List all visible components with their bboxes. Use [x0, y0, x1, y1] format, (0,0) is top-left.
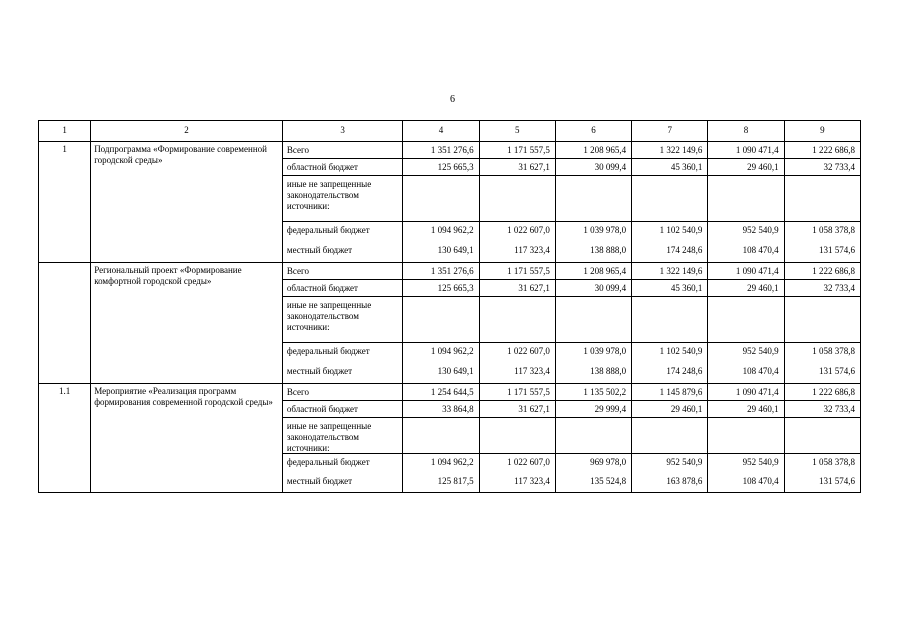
budget-table: [38, 120, 861, 493]
source-label: областной бюджет: [283, 280, 402, 297]
amount-cell: 952 540,9: [742, 457, 779, 467]
source-label: областной бюджет: [283, 159, 402, 176]
amount-cell: 117 323,4: [514, 476, 550, 486]
block-row: [39, 263, 861, 384]
amount-cell: 31 627,1: [480, 280, 555, 297]
header-cell: 2: [91, 121, 283, 142]
amount-cell: 138 888,0: [590, 245, 627, 255]
year-column: [479, 142, 555, 263]
amount-cell: 108 470,4: [742, 476, 779, 486]
amount-cell: 45 360,1: [632, 280, 707, 297]
amount-cell: 131 574,6: [819, 245, 855, 255]
amount-cell: 31 627,1: [480, 159, 555, 176]
amount-cell: 32 733,4: [785, 280, 860, 297]
year-column: [632, 384, 708, 493]
year-column: [784, 263, 860, 384]
amount-cell: [785, 297, 860, 343]
amount-cell: 1 208 965,4: [556, 263, 631, 280]
header-cell: 3: [282, 121, 402, 142]
amount-cell: 163 878,6: [666, 476, 703, 486]
amount-cell: 952 540,9: [742, 346, 779, 356]
amount-cell: 1 058 378,8: [812, 346, 855, 356]
amount-cell: 29 999,4: [556, 401, 631, 418]
amount-cell: 130 649,1: [437, 366, 474, 376]
amount-cell: 45 360,1: [632, 159, 707, 176]
amount-cell: 952 540,9: [666, 457, 703, 467]
amount-cell: 31 627,1: [480, 401, 555, 418]
amount-cell: [403, 176, 478, 222]
amount-cell: 174 248,6: [666, 245, 703, 255]
item-code: 1: [39, 142, 91, 263]
year-column: [784, 384, 860, 493]
source-label: иные не запрещенные законодательством источники:: [283, 418, 402, 454]
amount-cell: [632, 297, 707, 343]
amount-cell: 29 460,1: [708, 280, 783, 297]
amount-cell: 1 171 557,5: [480, 142, 555, 159]
source-label: федеральный бюджет: [286, 225, 370, 235]
amount-cell: 1 090 471,4: [708, 384, 783, 401]
amount-cell: 29 460,1: [708, 401, 783, 418]
item-name: Региональный проект «Формирование комфортной городской среды»: [91, 263, 283, 384]
amount-cell: 135 524,8: [590, 476, 627, 486]
year-column: [403, 263, 479, 384]
year-column: [555, 263, 631, 384]
amount-cell: [632, 418, 707, 454]
amount-cell: 32 733,4: [785, 159, 860, 176]
header-cell: 1: [39, 121, 91, 142]
amount-cell: 1 322 149,6: [632, 263, 707, 280]
amount-cell: 29 460,1: [708, 159, 783, 176]
amount-cell: 1 094 962,2: [430, 457, 474, 467]
amount-cell: [480, 297, 555, 343]
amount-cell: 1 022 607,0: [507, 346, 550, 356]
amount-cell: [403, 297, 478, 343]
amount-cell: [403, 418, 478, 454]
page-number: 6: [450, 94, 455, 105]
amount-cell: [556, 418, 631, 454]
amount-cell: [556, 176, 631, 222]
header-cell: 4: [403, 121, 479, 142]
year-column: [479, 263, 555, 384]
amount-cell: 33 864,8: [403, 401, 478, 418]
amount-cell: 130 649,1: [437, 245, 474, 255]
block-row: [39, 142, 861, 263]
amount-cell: 131 574,6: [819, 366, 855, 376]
source-label: федеральный бюджет: [286, 346, 370, 356]
source-label: областной бюджет: [283, 401, 402, 418]
amount-cell: [480, 418, 555, 454]
amount-cell: 1 022 607,0: [507, 457, 550, 467]
amount-cell: 117 323,4: [514, 366, 550, 376]
header-cell: 9: [784, 121, 860, 142]
amount-cell: 1 351 276,6: [403, 142, 478, 159]
amount-cell: 1 102 540,9: [659, 346, 703, 356]
year-column: [784, 142, 860, 263]
amount-cell: 1 222 686,8: [785, 263, 860, 280]
amount-cell: 108 470,4: [742, 366, 779, 376]
amount-cell: 1 039 978,0: [583, 346, 627, 356]
header-cell: 8: [708, 121, 784, 142]
amount-cell: 125 665,3: [403, 159, 478, 176]
amount-cell: 1 094 962,2: [430, 225, 474, 235]
amount-cell: [708, 297, 783, 343]
amount-cell: 1 145 879,6: [632, 384, 707, 401]
year-column: [708, 142, 784, 263]
amount-cell: 32 733,4: [785, 401, 860, 418]
item-name: Мероприятие «Реализация программ формирования современной городской среды»: [91, 384, 283, 493]
item-name: Подпрограмма «Формирование современной городской среды»: [91, 142, 283, 263]
year-column: [479, 384, 555, 493]
year-column: [632, 142, 708, 263]
source-label: Всего: [283, 384, 402, 401]
amount-cell: [632, 176, 707, 222]
source-label: федеральный бюджет: [286, 457, 370, 467]
amount-cell: [556, 297, 631, 343]
year-column: [403, 384, 479, 493]
amount-cell: 1 090 471,4: [708, 142, 783, 159]
amount-cell: [708, 176, 783, 222]
amount-cell: 1 254 644,5: [403, 384, 478, 401]
amount-cell: 1 090 471,4: [708, 263, 783, 280]
amount-cell: 138 888,0: [590, 366, 627, 376]
source-labels: [282, 142, 402, 263]
year-column: [708, 384, 784, 493]
amount-cell: 1 058 378,8: [812, 225, 855, 235]
amount-cell: 125 817,5: [437, 476, 474, 486]
amount-cell: 1 022 607,0: [507, 225, 550, 235]
amount-cell: 131 574,6: [819, 476, 855, 486]
amount-cell: 969 978,0: [590, 457, 627, 467]
header-cell: 6: [555, 121, 631, 142]
item-code: [39, 263, 91, 384]
source-label: иные не запрещенные законодательством источники:: [283, 297, 402, 343]
amount-cell: [785, 418, 860, 454]
header-cell: 7: [632, 121, 708, 142]
amount-cell: 1 208 965,4: [556, 142, 631, 159]
amount-cell: [708, 418, 783, 454]
amount-cell: 1 058 378,8: [812, 457, 855, 467]
amount-cell: 1 322 149,6: [632, 142, 707, 159]
amount-cell: 1 222 686,8: [785, 142, 860, 159]
amount-cell: 1 171 557,5: [480, 384, 555, 401]
source-label: Всего: [283, 142, 402, 159]
source-label: местный бюджет: [286, 476, 353, 486]
amount-cell: 30 099,4: [556, 280, 631, 297]
block-row: [39, 384, 861, 493]
amount-cell: 108 470,4: [742, 245, 779, 255]
year-column: [708, 263, 784, 384]
item-code: 1.1: [39, 384, 91, 493]
header-cell: 5: [479, 121, 555, 142]
source-labels: [282, 384, 402, 493]
year-column: [555, 142, 631, 263]
amount-cell: 1 171 557,5: [480, 263, 555, 280]
year-column: [403, 142, 479, 263]
header-row: [39, 121, 861, 142]
amount-cell: 125 665,3: [403, 280, 478, 297]
source-label: местный бюджет: [286, 245, 353, 255]
amount-cell: 1 102 540,9: [659, 225, 703, 235]
year-column: [632, 263, 708, 384]
amount-cell: 1 135 502,2: [556, 384, 631, 401]
amount-cell: 1 351 276,6: [403, 263, 478, 280]
amount-cell: 29 460,1: [632, 401, 707, 418]
amount-cell: 1 094 962,2: [430, 346, 474, 356]
amount-cell: 952 540,9: [742, 225, 779, 235]
amount-cell: 1 222 686,8: [785, 384, 860, 401]
source-label: Всего: [283, 263, 402, 280]
year-column: [555, 384, 631, 493]
amount-cell: 30 099,4: [556, 159, 631, 176]
amount-cell: 174 248,6: [666, 366, 703, 376]
source-labels: [282, 263, 402, 384]
amount-cell: [785, 176, 860, 222]
amount-cell: 1 039 978,0: [583, 225, 627, 235]
amount-cell: 117 323,4: [514, 245, 550, 255]
amount-cell: [480, 176, 555, 222]
source-label: иные не запрещенные законодательством источники:: [283, 176, 402, 222]
source-label: местный бюджет: [286, 366, 353, 376]
